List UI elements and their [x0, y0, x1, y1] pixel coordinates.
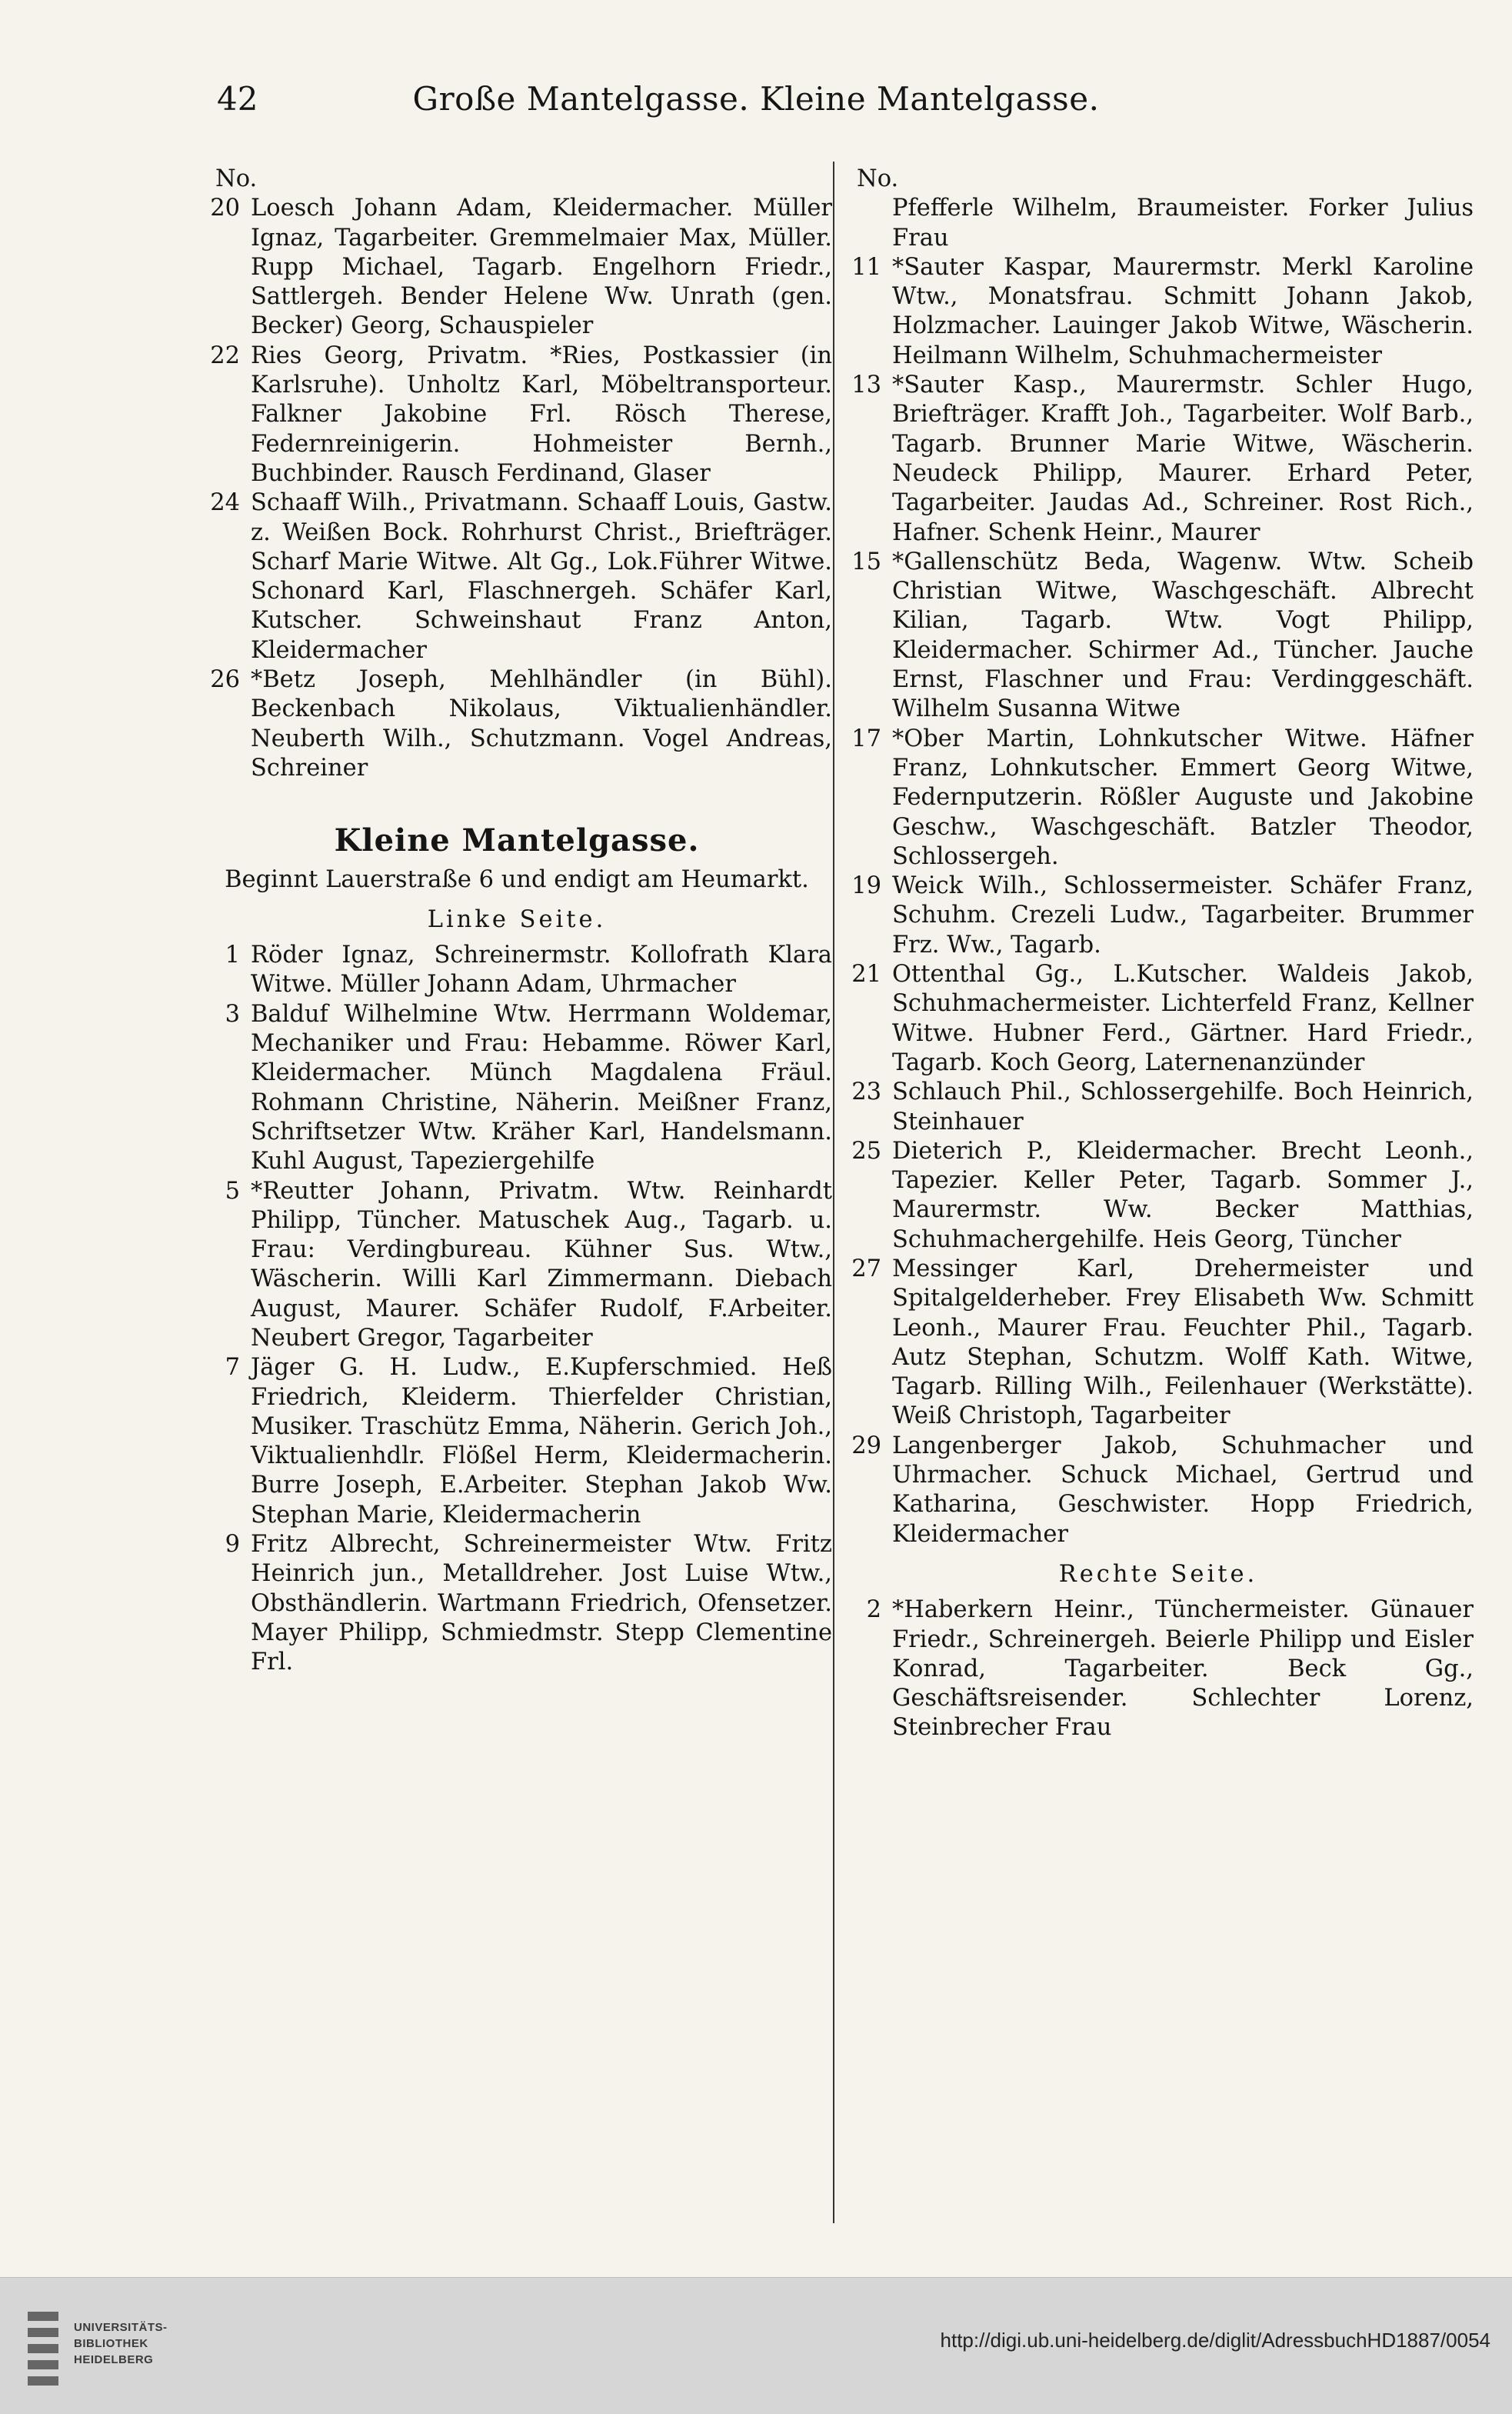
residents-text: *Reutter Johann, Privatm. Wtw. Reinhardt Philipp, Tüncher. Matuschek Aug., Tagarb. u. Frau: Verdingbureau. Kühner Sus. Wtw., Wäscherin. Willi Karl Zimmermann. Diebach August, Maurer. Schäfer Rudolf, F.Arbeiter. Neubert Gregor, Tagarbeiter	[251, 1177, 832, 1352]
house-number: 21	[851, 961, 881, 989]
directory-entry	[843, 371, 1474, 548]
directory-entry	[843, 1595, 1474, 1742]
viewer-footer	[0, 2277, 1512, 2414]
residents-text: *Sauter Kasp., Maurermstr. Schler Hugo, Briefträger. Krafft Joh., Tagarbeiter. Wolf Barb., Tagarb. Brunner Marie Witwe, Wäscherin. Neudeck Philipp, Maurer. Erhard Peter, Tagarbeiter. Jaudas Ad., Schreiner. Rost Rich., Hafner. Schenk Heinr., Maurer	[892, 372, 1474, 546]
residents-text: Ries Georg, Privatm. *Ries, Postkassier (in Karlsruhe). Unholtz Karl, Möbeltransporteur. Falkner Jakobine Frl. Rösch Therese, Federnreinigerin. Hohmeister Bernh., Buchbinder. Rausch Ferdinand, Glaser	[251, 342, 832, 487]
house-number: 23	[851, 1079, 881, 1106]
library-logo	[28, 2312, 58, 2386]
directory-entry	[843, 725, 1474, 872]
entry-list-top	[843, 194, 1474, 1549]
number-heading: No.	[215, 165, 258, 192]
house-number: 20	[210, 195, 240, 222]
house-number: 2	[866, 1596, 881, 1624]
directory-entry	[201, 665, 832, 783]
residents-text: Jäger G. H. Ludw., E.Kupferschmied. Heß Friedrich, Kleiderm. Thierfelder Christian, Musiker. Traschütz Emma, Näherin. Gerich Joh., Viktualienhdlr. Flößel Herm, Kleidermacherin. Burre Joseph, E.Arbeiter. Stephan Jakob Ww. Stephan Marie, Kleidermacherin	[251, 1354, 832, 1529]
section-title: Kleine Mantelgasse.	[334, 822, 700, 859]
section-subtitle: Beginnt Lauerstraße 6 und endigt am Heumarkt.	[225, 865, 809, 893]
library-name: UNIVERSITÄTS- BIBLIOTHEK HEIDELBERG	[74, 2321, 168, 2366]
directory-entry	[843, 872, 1474, 960]
side-heading-left: Linke Seite.	[427, 905, 607, 933]
directory-entry	[201, 194, 832, 341]
directory-entry	[201, 1353, 832, 1530]
residents-text: Schaaff Wilh., Privatmann. Schaaff Louis, Gastw. z. Weißen Bock. Rohrhurst Christ., Briefträger. Scharf Marie Witwe. Alt Gg., Lok.Führer Witwe. Schonard Karl, Flaschnergeh. Schäfer Karl, Kutscher. Schweinshaut Franz Anton, Kleidermacher	[251, 489, 832, 664]
residents-text: Weick Wilh., Schlossermeister. Schäfer Franz, Schuhm. Crezeli Ludw., Tagarbeiter. Brummer Frz. Ww., Tagarb.	[892, 872, 1474, 959]
house-number: 22	[210, 342, 240, 369]
house-number	[843, 194, 892, 253]
directory-entry	[843, 1255, 1474, 1432]
residents-text: *Haberkern Heinr., Tünchermeister. Günauer Friedr., Schreinergeh. Beierle Philipp und Eisler Konrad, Tagarbeiter. Beck Gg., Geschäftsreisender. Schlechter Lorenz, Steinbrecher Frau	[892, 1596, 1474, 1742]
residents-text: Fritz Albrecht, Schreinermeister Wtw. Fritz Heinrich jun., Metalldreher. Jost Luise Wtw., Obsthändlerin. Wartmann Friedrich, Ofensetzer. Mayer Philipp, Schmiedmstr. Stepp Clementine Frl.	[251, 1531, 832, 1676]
source-url-link[interactable]: http://digi.ub.uni-heidelberg.de/diglit/AdressbuchHD1887/0054	[940, 2329, 1490, 2352]
page-number: 42	[217, 80, 258, 118]
residents-text: Röder Ignaz, Schreinermstr. Kollofrath Klara Witwe. Müller Johann Adam, Uhrmacher	[251, 942, 832, 999]
directory-entry	[843, 1137, 1474, 1255]
directory-entry	[201, 1000, 832, 1177]
directory-entry	[201, 342, 832, 488]
residents-text: *Gallenschütz Beda, Wagenw. Wtw. Scheib Christian Witwe, Waschgeschäft. Albrecht Kilian, Tagarb. Wtw. Vogt Philipp, Kleidermacher. Schirmer Ad., Tüncher. Jauche Ernst, Flaschner und Frau: Verdinggeschäft. Wilhelm Susanna Witwe	[892, 548, 1474, 723]
house-number: 24	[210, 489, 240, 517]
residents-text: Langenberger Jakob, Schuhmacher und Uhrmacher. Schuck Michael, Gertrud und Katharina, Geschwister. Hopp Friedrich, Kleidermacher	[892, 1432, 1474, 1548]
house-number: 27	[851, 1255, 881, 1282]
residents-text: Pfefferle Wilhelm, Braumeister. Forker Julius Frau	[892, 195, 1474, 252]
left-column	[201, 165, 832, 1678]
entry-list-bottom	[843, 1595, 1474, 1742]
house-number: 7	[225, 1354, 240, 1382]
house-number: 26	[210, 666, 240, 694]
house-number: 1	[225, 942, 240, 969]
residents-text: Ottenthal Gg., L.Kutscher. Waldeis Jakob, Schuhmachermeister. Lichterfeld Franz, Kellner Witwe. Hubner Ferd., Gärtner. Hard Friedr., Tagarb. Koch Georg, Laternenanzünder	[892, 961, 1474, 1076]
house-number: 13	[851, 372, 881, 399]
residents-text: Messinger Karl, Drehermeister und Spitalgelderheber. Frey Elisabeth Ww. Schmitt Leonh., Maurer Frau. Feuchter Phil., Tagarb. Autz Stephan, Schutzm. Wolff Kath. Witwe, Tagarb. Rilling Wilh., Feilenhauer (Werkstätte). Weiß Christoph, Tagarbeiter	[892, 1255, 1474, 1430]
house-number: 9	[225, 1531, 240, 1559]
directory-entry	[843, 194, 1474, 253]
directory-entry	[843, 253, 1474, 371]
directory-entry	[843, 1078, 1474, 1137]
right-column	[843, 165, 1474, 1743]
column-divider	[833, 162, 834, 2223]
page-header	[208, 74, 1304, 128]
number-heading: No.	[857, 165, 899, 192]
residents-text: *Ober Martin, Lohnkutscher Witwe. Häfner Franz, Lohnkutscher. Emmert Georg Witwe, Federnputzerin. Rößler Auguste und Jakobine Geschw., Waschgeschäft. Batzler Theodor, Schlossergeh.	[892, 725, 1474, 870]
residents-text: *Sauter Kaspar, Maurermstr. Merkl Karoline Wtw., Monatsfrau. Schmitt Johann Jakob, Holzmacher. Lauinger Jakob Witwe, Wäscherin. Heilmann Wilhelm, Schuhmachermeister	[892, 253, 1474, 369]
directory-entry	[201, 1530, 832, 1677]
house-number: 29	[851, 1432, 881, 1459]
residents-text: *Betz Joseph, Mehlhändler (in Bühl). Beckenbach Nikolaus, Viktualienhändler. Neuberth Wilh., Schutzmann. Vogel Andreas, Schreiner	[251, 666, 832, 782]
house-number: 25	[851, 1137, 881, 1165]
directory-entry	[843, 548, 1474, 725]
page-title: Große Mantelgasse. Kleine Mantelgasse.	[412, 80, 1100, 118]
entry-list-bottom	[201, 941, 832, 1677]
directory-entry	[201, 941, 832, 1000]
residents-text: Dieterich P., Kleidermacher. Brecht Leonh., Tapezier. Keller Peter, Tagarb. Sommer J., Maurermstr. Ww. Becker Matthias, Schuhmachergehilfe. Heis Georg, Tüncher	[892, 1137, 1474, 1253]
house-number: 5	[225, 1177, 240, 1205]
directory-entry	[843, 960, 1474, 1078]
residents-text: Schlauch Phil., Schlossergehilfe. Boch Heinrich, Steinhauer	[892, 1079, 1474, 1135]
side-heading-right: Rechte Seite.	[1058, 1560, 1258, 1588]
residents-text: Loesch Johann Adam, Kleidermacher. Müller Ignaz, Tagarbeiter. Gremmelmaier Max, Müller. Rupp Michael, Tagarb. Engelhorn Friedr., Sattlergeh. Bender Helene Ww. Unrath (gen. Becker) Georg, Schauspieler	[251, 195, 832, 340]
residents-text: Balduf Wilhelmine Wtw. Herrmann Woldemar, Mechaniker und Frau: Hebamme. Röwer Karl, Kleidermacher. Münch Magdalena Fräul. Rohmann Christine, Näherin. Meißner Franz, Schriftsetzer Wtw. Kräher Karl, Handelsmann. Kuhl August, Tapeziergehilfe	[251, 1000, 832, 1175]
house-number: 3	[225, 1000, 240, 1028]
house-number: 19	[851, 872, 881, 900]
house-number: 15	[851, 548, 881, 575]
directory-entry	[201, 1177, 832, 1354]
directory-entry	[201, 488, 832, 665]
house-number: 17	[851, 725, 881, 752]
house-number: 11	[851, 253, 881, 281]
entry-list-top	[201, 194, 832, 783]
directory-entry	[843, 1432, 1474, 1549]
